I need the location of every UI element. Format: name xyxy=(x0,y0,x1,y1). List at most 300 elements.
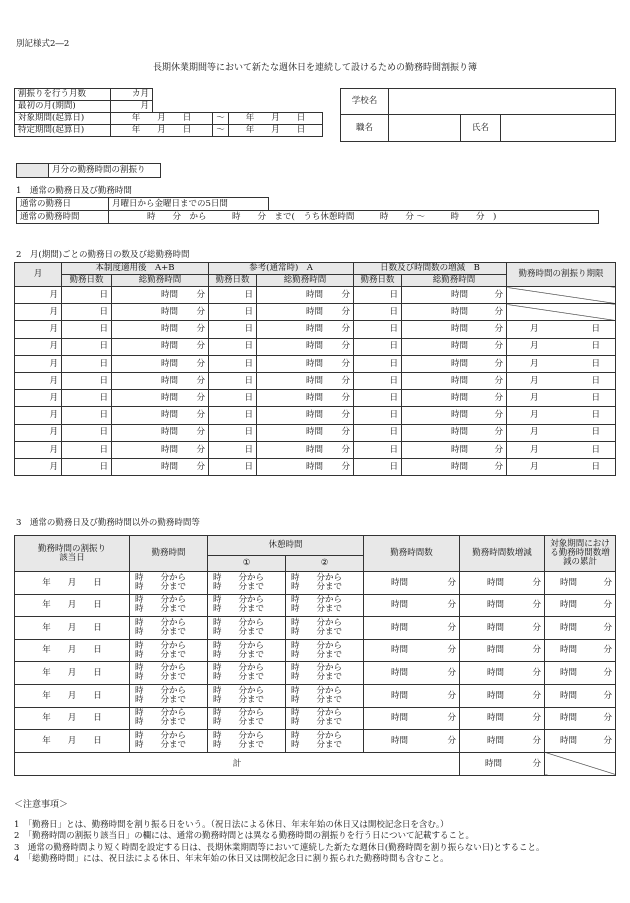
c-total-cell[interactable] xyxy=(402,287,507,304)
a-total-cell[interactable] xyxy=(112,321,209,338)
change-cell[interactable] xyxy=(460,684,545,707)
cumulative-cell[interactable] xyxy=(545,639,616,662)
worktime-hours-unit: 時間 xyxy=(391,622,409,633)
a-total-cell[interactable] xyxy=(112,338,209,355)
b-day-unit: 日 xyxy=(244,427,254,438)
break2-cell[interactable] xyxy=(286,572,364,595)
a-hour-unit: 時間 xyxy=(161,461,179,472)
b-total-cell[interactable] xyxy=(257,355,354,372)
deadline-day-unit: 日 xyxy=(591,427,601,438)
row-month[interactable] xyxy=(15,424,62,441)
c-total-cell[interactable] xyxy=(402,458,507,475)
school-field[interactable] xyxy=(389,89,616,115)
irregular-row xyxy=(15,730,616,753)
break2-cell[interactable] xyxy=(286,684,364,707)
date-text: 年 月 日 xyxy=(42,735,102,746)
break2-cell[interactable] xyxy=(286,707,364,730)
c-days-cell[interactable] xyxy=(354,372,402,389)
b-days-cell[interactable] xyxy=(209,372,257,389)
total-hours-unit: 時間 xyxy=(485,758,503,769)
c-days-cell[interactable] xyxy=(354,407,402,424)
cumulative-cell[interactable] xyxy=(545,707,616,730)
row-month[interactable] xyxy=(15,287,62,304)
cumulative-min-unit: 分 xyxy=(603,645,613,656)
a-total-cell[interactable] xyxy=(112,390,209,407)
a-days-cell[interactable] xyxy=(62,441,112,458)
c-hour-unit: 時間 xyxy=(451,324,469,335)
deadline-cell[interactable] xyxy=(507,424,616,441)
deadline-cell[interactable] xyxy=(507,441,616,458)
a-days-cell[interactable] xyxy=(62,407,112,424)
note-item-4: 4 「総勤務時間」には、祝日法による休日、年末年始の休日又は開校記念日に割り振られた勤務時間も含むこと。 xyxy=(14,854,449,864)
a-day-unit: 日 xyxy=(99,289,108,300)
break2-to: 時 分まで xyxy=(291,717,343,728)
irregular-hours-table xyxy=(14,535,616,776)
worktime-cell[interactable] xyxy=(364,572,460,595)
b-total-cell[interactable] xyxy=(257,441,354,458)
worktime-cell[interactable] xyxy=(364,730,460,753)
b-total-cell[interactable] xyxy=(257,458,354,475)
c-days-cell[interactable] xyxy=(354,338,402,355)
worktime-hours-unit: 時間 xyxy=(391,667,409,678)
deadline-cell[interactable] xyxy=(507,458,616,475)
a-days-cell[interactable] xyxy=(62,372,112,389)
row-month[interactable] xyxy=(15,441,62,458)
break2-from: 時 分から xyxy=(291,663,343,674)
break2-cell[interactable] xyxy=(286,617,364,640)
c-min-unit: 分 xyxy=(494,392,504,403)
deadline-month-unit: 月 xyxy=(530,375,539,386)
b-hour-unit: 時間 xyxy=(306,392,324,403)
change-cell[interactable] xyxy=(460,572,545,595)
a-total-cell[interactable] xyxy=(112,372,209,389)
hours-cell[interactable] xyxy=(130,730,208,753)
specific-period-tilde: ～ xyxy=(213,125,229,137)
a-days-cell[interactable] xyxy=(62,390,112,407)
c-day-unit: 日 xyxy=(389,307,399,318)
summary-row xyxy=(15,407,616,424)
row-month[interactable] xyxy=(15,321,62,338)
deadline-cell[interactable] xyxy=(507,355,616,372)
worktime-cell[interactable] xyxy=(364,684,460,707)
a-min-unit: 分 xyxy=(196,289,206,300)
specific-period-to[interactable]: 年 月 日 xyxy=(229,125,323,137)
a-day-unit: 日 xyxy=(99,375,108,386)
summary-row xyxy=(15,304,616,321)
b-days-cell[interactable] xyxy=(209,424,257,441)
b-days-cell[interactable] xyxy=(209,321,257,338)
deadline-day-unit: 日 xyxy=(591,341,601,352)
b-hour-unit: 時間 xyxy=(306,341,324,352)
row-month[interactable] xyxy=(15,458,62,475)
c-hour-unit: 時間 xyxy=(451,375,469,386)
a-days-cell[interactable] xyxy=(62,458,112,475)
row-month[interactable] xyxy=(15,304,62,321)
month-box-field[interactable] xyxy=(17,164,49,178)
worktime-cell[interactable] xyxy=(364,639,460,662)
regular-days-label: 通常の勤務日 xyxy=(17,198,109,211)
row-month[interactable] xyxy=(15,407,62,424)
group-a-header: 本制度適用後 A+B xyxy=(62,263,209,275)
a-days-cell[interactable] xyxy=(62,355,112,372)
break1-cell[interactable] xyxy=(208,707,286,730)
a-day-unit: 日 xyxy=(99,341,108,352)
b-total-cell[interactable] xyxy=(257,304,354,321)
cumulative-cell[interactable] xyxy=(545,662,616,685)
b-days-cell[interactable] xyxy=(209,338,257,355)
change-min-unit: 分 xyxy=(532,645,542,656)
total-min-unit: 分 xyxy=(532,758,542,769)
col-break2-header: ② xyxy=(286,556,364,572)
cumulative-min-unit: 分 xyxy=(603,577,613,588)
b-days-cell[interactable] xyxy=(209,304,257,321)
deadline-cell[interactable] xyxy=(507,338,616,355)
c-min-unit: 分 xyxy=(494,324,504,335)
change-cell[interactable] xyxy=(460,662,545,685)
target-period-label: 対象期間(起算日) xyxy=(15,113,111,125)
date-cell[interactable] xyxy=(15,707,130,730)
deadline-month-unit: 月 xyxy=(530,461,539,472)
break2-to: 時 分まで xyxy=(291,581,343,592)
a-total-cell[interactable] xyxy=(112,441,209,458)
months-field[interactable]: カ月 xyxy=(111,89,153,101)
change-cell[interactable] xyxy=(460,707,545,730)
cumulative-cell[interactable] xyxy=(545,730,616,753)
break1-from: 時 分から xyxy=(213,730,265,741)
date-text: 年 月 日 xyxy=(42,667,102,678)
a-total-cell[interactable] xyxy=(112,355,209,372)
change-hours-unit: 時間 xyxy=(487,735,505,746)
row-month[interactable] xyxy=(15,372,62,389)
b-days-cell[interactable] xyxy=(209,458,257,475)
break1-cell[interactable] xyxy=(208,730,286,753)
b-hour-unit: 時間 xyxy=(306,461,324,472)
hours-cell[interactable] xyxy=(130,572,208,595)
c-hour-unit: 時間 xyxy=(451,444,469,455)
b-min-unit: 分 xyxy=(341,341,351,352)
b-day-unit: 日 xyxy=(244,324,254,335)
c-hour-unit: 時間 xyxy=(451,461,469,472)
b-days-cell[interactable] xyxy=(209,407,257,424)
cumulative-cell[interactable] xyxy=(545,684,616,707)
worktime-min-unit: 分 xyxy=(447,735,457,746)
regular-hours-value[interactable]: 時 分 から 時 分 まで( うち休憩時間 時 分 ～ 時 分 ) xyxy=(109,211,599,224)
b-days-cell[interactable] xyxy=(209,390,257,407)
col-hours-header: 勤務時間 xyxy=(130,536,208,572)
b-hour-unit: 時間 xyxy=(306,289,324,300)
date-text: 年 月 日 xyxy=(42,713,102,724)
target-period-from[interactable]: 年 月 日 xyxy=(111,113,213,125)
position-field[interactable] xyxy=(389,115,461,142)
c-day-unit: 日 xyxy=(389,444,399,455)
break2-cell[interactable] xyxy=(286,730,364,753)
note-item-3: 3 通常の勤務時間より短く時間を設定する日は、長期休業期間等において連続した新たな週休日(勤務時間を割り振らない日)とすること。 xyxy=(14,842,545,853)
c-total-cell[interactable] xyxy=(402,355,507,372)
hours-cell[interactable] xyxy=(130,639,208,662)
a-days-cell[interactable] xyxy=(62,338,112,355)
break2-to: 時 分まで xyxy=(291,626,343,637)
target-period-to[interactable]: 年 月 日 xyxy=(229,113,323,125)
b-min-unit: 分 xyxy=(341,307,351,318)
worktime-hours-unit: 時間 xyxy=(391,690,409,701)
deadline-cell[interactable] xyxy=(507,321,616,338)
b-total-cell[interactable] xyxy=(257,372,354,389)
break2-cell[interactable] xyxy=(286,594,364,617)
worktime-cell[interactable] xyxy=(364,617,460,640)
a-total-cell[interactable] xyxy=(112,458,209,475)
worktime-min-unit: 分 xyxy=(447,622,457,633)
month-unit: 月 xyxy=(49,307,58,318)
deadline-day-unit: 日 xyxy=(591,375,601,386)
c-total-cell[interactable] xyxy=(402,424,507,441)
a-days-cell[interactable] xyxy=(62,287,112,304)
regular-hours-table xyxy=(16,197,599,224)
c-days-cell[interactable] xyxy=(354,458,402,475)
a-day-unit: 日 xyxy=(99,444,108,455)
a-hour-unit: 時間 xyxy=(161,341,179,352)
break2-cell[interactable] xyxy=(286,662,364,685)
row-month[interactable] xyxy=(15,390,62,407)
b-hour-unit: 時間 xyxy=(306,427,324,438)
date-cell[interactable] xyxy=(15,639,130,662)
summary-row xyxy=(15,424,616,441)
row-month[interactable] xyxy=(15,338,62,355)
c-days-cell[interactable] xyxy=(354,390,402,407)
c-total-cell[interactable] xyxy=(402,372,507,389)
break2-to: 時 分まで xyxy=(291,739,343,750)
b-days-cell[interactable] xyxy=(209,441,257,458)
change-min-unit: 分 xyxy=(532,690,542,701)
deadline-diagonal xyxy=(507,287,616,304)
deadline-cell[interactable] xyxy=(507,372,616,389)
deadline-cell[interactable] xyxy=(507,390,616,407)
a-hour-unit: 時間 xyxy=(161,307,179,318)
hours-cell[interactable] xyxy=(130,617,208,640)
hours-cell[interactable] xyxy=(130,594,208,617)
change-min-unit: 分 xyxy=(532,713,542,724)
c-hour-unit: 時間 xyxy=(451,410,469,421)
total-change-cell[interactable] xyxy=(460,752,545,775)
a-min-unit: 分 xyxy=(196,461,206,472)
a-days-cell[interactable] xyxy=(62,321,112,338)
date-cell[interactable] xyxy=(15,594,130,617)
change-min-unit: 分 xyxy=(532,622,542,633)
col-date-header: 勤務時間の割振り該当日 xyxy=(15,536,130,572)
change-cell[interactable] xyxy=(460,730,545,753)
c-total-cell[interactable] xyxy=(402,441,507,458)
month-unit: 月 xyxy=(49,341,58,352)
date-cell[interactable] xyxy=(15,617,130,640)
c-total-cell[interactable] xyxy=(402,407,507,424)
a-total-cell[interactable] xyxy=(112,304,209,321)
c-hour-unit: 時間 xyxy=(451,392,469,403)
note-item-1: 1 「勤務日」とは、勤務時間を割り振る日をいう。（祝日法による休日、年末年始の休日又は開校記念日を含む。） xyxy=(14,819,449,830)
b-min-unit: 分 xyxy=(341,324,351,335)
worktime-hours-unit: 時間 xyxy=(391,600,409,611)
c-day-unit: 日 xyxy=(389,289,399,300)
change-hours-unit: 時間 xyxy=(487,690,505,701)
a-min-unit: 分 xyxy=(196,375,206,386)
b-total-cell[interactable] xyxy=(257,390,354,407)
deadline-day-unit: 日 xyxy=(591,358,601,369)
specific-period-from[interactable]: 年 月 日 xyxy=(111,125,213,137)
a-hour-unit: 時間 xyxy=(161,289,179,300)
a-total-cell[interactable] xyxy=(112,287,209,304)
irregular-row xyxy=(15,639,616,662)
c-total-cell[interactable] xyxy=(402,390,507,407)
cumulative-hours-unit: 時間 xyxy=(560,713,578,724)
hours-cell[interactable] xyxy=(130,707,208,730)
a-hour-unit: 時間 xyxy=(161,392,179,403)
c-total-cell[interactable] xyxy=(402,321,507,338)
name-field[interactable] xyxy=(501,115,616,142)
break1-from: 時 分から xyxy=(213,640,265,651)
cumulative-cell[interactable] xyxy=(545,594,616,617)
first-month-field[interactable]: 月 xyxy=(111,101,153,113)
b-day-unit: 日 xyxy=(244,461,254,472)
deadline-month-unit: 月 xyxy=(530,358,539,369)
change-hours-unit: 時間 xyxy=(487,622,505,633)
hours-cell[interactable] xyxy=(130,662,208,685)
deadline-day-unit: 日 xyxy=(591,392,601,403)
c-total-cell[interactable] xyxy=(402,338,507,355)
a-min-unit: 分 xyxy=(196,410,206,421)
b-day-unit: 日 xyxy=(244,410,254,421)
deadline-month-unit: 月 xyxy=(530,444,539,455)
col-break1-header: ① xyxy=(208,556,286,572)
b-total-cell[interactable] xyxy=(257,287,354,304)
a-days-header: 勤務日数 xyxy=(62,275,112,287)
break1-cell[interactable] xyxy=(208,617,286,640)
change-hours-unit: 時間 xyxy=(487,600,505,611)
b-total-cell[interactable] xyxy=(257,321,354,338)
monthly-summary-table xyxy=(14,262,616,476)
a-days-cell[interactable] xyxy=(62,304,112,321)
cumulative-min-unit: 分 xyxy=(603,735,613,746)
break1-cell[interactable] xyxy=(208,594,286,617)
b-day-unit: 日 xyxy=(244,444,254,455)
c-days-cell[interactable] xyxy=(354,287,402,304)
month-unit: 月 xyxy=(49,444,58,455)
irregular-row xyxy=(15,684,616,707)
cumulative-cell[interactable] xyxy=(545,617,616,640)
break2-to: 時 分まで xyxy=(291,672,343,683)
c-days-cell[interactable] xyxy=(354,321,402,338)
irregular-row xyxy=(15,572,616,595)
change-cell[interactable] xyxy=(460,639,545,662)
b-total-cell[interactable] xyxy=(257,338,354,355)
b-total-cell[interactable] xyxy=(257,424,354,441)
c-day-unit: 日 xyxy=(389,410,399,421)
break1-cell[interactable] xyxy=(208,684,286,707)
b-day-unit: 日 xyxy=(244,341,254,352)
c-days-cell[interactable] xyxy=(354,304,402,321)
c-min-unit: 分 xyxy=(494,358,504,369)
cumulative-hours-unit: 時間 xyxy=(560,667,578,678)
change-cell[interactable] xyxy=(460,617,545,640)
hours-cell[interactable] xyxy=(130,684,208,707)
c-hour-unit: 時間 xyxy=(451,427,469,438)
b-days-cell[interactable] xyxy=(209,355,257,372)
c-days-cell[interactable] xyxy=(354,441,402,458)
a-min-unit: 分 xyxy=(196,358,206,369)
worktime-hours-unit: 時間 xyxy=(391,645,409,656)
c-day-unit: 日 xyxy=(389,427,399,438)
hours-from: 時 分から xyxy=(135,572,187,583)
b-hour-unit: 時間 xyxy=(306,324,324,335)
a-day-unit: 日 xyxy=(99,358,108,369)
break2-from: 時 分から xyxy=(291,730,343,741)
break1-from: 時 分から xyxy=(213,685,265,696)
c-day-unit: 日 xyxy=(389,358,399,369)
b-days-cell[interactable] xyxy=(209,287,257,304)
deadline-cell[interactable] xyxy=(507,407,616,424)
change-cell[interactable] xyxy=(460,594,545,617)
date-cell[interactable] xyxy=(15,662,130,685)
worktime-cell[interactable] xyxy=(364,662,460,685)
worktime-cell[interactable] xyxy=(364,594,460,617)
hours-from: 時 分から xyxy=(135,617,187,628)
irregular-row xyxy=(15,594,616,617)
note-item-2: 2 「勤務時間の割振り該当日」の欄には、通常の勤務時間とは異なる勤務時間の割振りを行う日について記載すること。 xyxy=(14,831,474,841)
deadline-diagonal xyxy=(507,304,616,321)
b-total-header: 総勤務時間 xyxy=(257,275,354,287)
row-month[interactable] xyxy=(15,355,62,372)
b-min-unit: 分 xyxy=(341,410,351,421)
c-days-cell[interactable] xyxy=(354,424,402,441)
break1-cell[interactable] xyxy=(208,572,286,595)
break1-to: 時 分まで xyxy=(213,739,265,750)
months-label: 割振りを行う月数 xyxy=(15,89,111,101)
b-total-cell[interactable] xyxy=(257,407,354,424)
cumulative-cell[interactable] xyxy=(545,572,616,595)
irregular-row xyxy=(15,617,616,640)
deadline-day-unit: 日 xyxy=(591,324,601,335)
worktime-min-unit: 分 xyxy=(447,667,457,678)
hours-to: 時 分まで xyxy=(135,581,187,592)
a-hour-unit: 時間 xyxy=(161,410,179,421)
break1-to: 時 分まで xyxy=(213,649,265,660)
a-days-cell[interactable] xyxy=(62,424,112,441)
worktime-cell[interactable] xyxy=(364,707,460,730)
c-total-cell[interactable] xyxy=(402,304,507,321)
c-min-unit: 分 xyxy=(494,444,504,455)
page-title: 長期休業期間等において新たな週休日を連続して設けるための勤務時間割振り簿 xyxy=(152,63,477,73)
a-total-cell[interactable] xyxy=(112,407,209,424)
month-unit: 月 xyxy=(49,410,58,421)
date-cell[interactable] xyxy=(15,572,130,595)
break1-cell[interactable] xyxy=(208,639,286,662)
irregular-row xyxy=(15,707,616,730)
a-min-unit: 分 xyxy=(196,307,206,318)
date-cell[interactable] xyxy=(15,684,130,707)
c-days-cell[interactable] xyxy=(354,355,402,372)
date-cell[interactable] xyxy=(15,730,130,753)
a-total-cell[interactable] xyxy=(112,424,209,441)
break2-cell[interactable] xyxy=(286,639,364,662)
target-period-tilde: ～ xyxy=(213,113,229,125)
group-b-header: 参考(通常時) A xyxy=(209,263,354,275)
break1-cell[interactable] xyxy=(208,662,286,685)
b-hour-unit: 時間 xyxy=(306,410,324,421)
b-min-unit: 分 xyxy=(341,289,351,300)
change-hours-unit: 時間 xyxy=(487,667,505,678)
summary-row xyxy=(15,355,616,372)
b-day-unit: 日 xyxy=(244,375,254,386)
specific-period-label: 特定期間(起算日) xyxy=(15,125,111,137)
hours-to: 時 分まで xyxy=(135,649,187,660)
section2-heading: 2 月(期間)ごとの勤務日の数及び総勤務時間 xyxy=(16,250,190,260)
